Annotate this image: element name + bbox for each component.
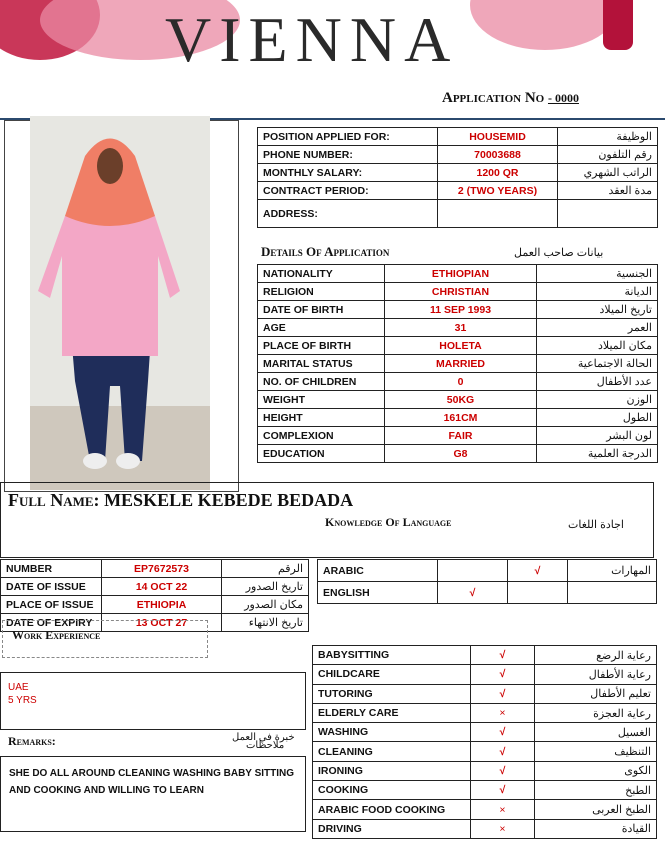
skill-label: COOKING (313, 781, 471, 800)
skill-mark: √ (471, 665, 535, 684)
table-row (313, 819, 657, 838)
skill-label: ELDERLY CARE (313, 703, 471, 722)
work-country: UAE (8, 682, 29, 693)
remarks-text: SHE DO ALL AROUND CLEANING WASHING BABY SITTING AND COOKING AND WILLING TO LEARN (0, 756, 306, 832)
field-label: NO. OF CHILDREN (258, 373, 385, 391)
table-row (258, 409, 658, 427)
language-mark: √ (508, 560, 568, 582)
skill-label-ar: تعليم الأطفال (535, 684, 657, 703)
empty-cell (568, 582, 657, 604)
table-row (1, 560, 309, 578)
field-value: 13 OCT 27 (102, 614, 222, 632)
table-row (258, 355, 658, 373)
table-row (258, 301, 658, 319)
table-row (318, 582, 657, 604)
details-table (257, 264, 658, 463)
skill-label-ar: الطبخ العربى (535, 800, 657, 819)
table-row (258, 373, 658, 391)
field-value: HOUSEMID (438, 128, 558, 146)
field-label: WEIGHT (258, 391, 385, 409)
full-name-label: Full Name: (8, 490, 100, 510)
skill-label-ar: رعاية الأطفال (535, 665, 657, 684)
table-row (313, 723, 657, 742)
table-row (258, 445, 658, 463)
field-label: DATE OF ISSUE (1, 578, 102, 596)
table-row (313, 761, 657, 780)
skill-mark: √ (471, 684, 535, 703)
field-label-ar: تاريخ الميلاد (537, 301, 658, 319)
table-row (258, 146, 658, 164)
field-value: 14 OCT 22 (102, 578, 222, 596)
skill-label-ar: التنظيف (535, 742, 657, 761)
table-row (258, 391, 658, 409)
skill-mark: √ (471, 781, 535, 800)
table-row (318, 560, 657, 582)
field-label-ar: عدد الأطفال (537, 373, 658, 391)
field-label: CONTRACT PERIOD: (258, 182, 438, 200)
table-row (258, 337, 658, 355)
skill-label: WASHING (313, 723, 471, 742)
field-label-ar: الرقم (222, 560, 309, 578)
table-row (313, 800, 657, 819)
table-row (313, 646, 657, 665)
field-value: 1200 QR (438, 164, 558, 182)
work-experience-title: Work Experience (12, 628, 101, 642)
field-label: PHONE NUMBER: (258, 146, 438, 164)
work-years: 5 YRS (8, 695, 37, 706)
field-value: 161CM (385, 409, 537, 427)
details-title: Details Of Application (261, 244, 390, 259)
skill-label: CHILDCARE (313, 665, 471, 684)
work-experience-content (0, 672, 306, 730)
field-label-ar: الديانة (537, 283, 658, 301)
field-label-ar: مكان الميلاد (537, 337, 658, 355)
field-label-ar: الراتب الشهري (558, 164, 658, 182)
table-row (1, 578, 309, 596)
skill-label-ar: رعاية الرضع (535, 646, 657, 665)
applicant-photo (30, 116, 210, 490)
table-row (258, 265, 658, 283)
skill-mark: √ (471, 646, 535, 665)
field-label: PLACE OF ISSUE (1, 596, 102, 614)
application-number (442, 90, 579, 107)
field-value: G8 (385, 445, 537, 463)
field-value: HOLETA (385, 337, 537, 355)
field-value: 0 (385, 373, 537, 391)
field-label-ar: مدة العقد (558, 182, 658, 200)
table-row (313, 742, 657, 761)
table-row (313, 781, 657, 800)
field-value: ETHIOPIA (102, 596, 222, 614)
banner-decoration (470, 0, 620, 50)
field-label: DATE OF BIRTH (258, 301, 385, 319)
table-row (313, 665, 657, 684)
table-row (258, 128, 658, 146)
skill-mark: √ (471, 761, 535, 780)
job-info-table (257, 127, 658, 228)
field-label: COMPLEXION (258, 427, 385, 445)
field-label: HEIGHT (258, 409, 385, 427)
field-label: EDUCATION (258, 445, 385, 463)
skills-table (312, 645, 657, 839)
field-value (438, 200, 558, 228)
skill-label-ar: رعاية العجزة (535, 703, 657, 722)
field-label: MARITAL STATUS (258, 355, 385, 373)
field-value: 50KG (385, 391, 537, 409)
field-value: EP7672573 (102, 560, 222, 578)
table-row (258, 200, 658, 228)
field-label-ar: رقم التلفون (558, 146, 658, 164)
skill-label: DRIVING (313, 819, 471, 838)
field-value: ETHIOPIAN (385, 265, 537, 283)
skill-mark: × (471, 819, 535, 838)
field-label-ar: الوزن (537, 391, 658, 409)
field-value: 70003688 (438, 146, 558, 164)
field-label: RELIGION (258, 283, 385, 301)
field-label: POSITION APPLIED FOR: (258, 128, 438, 146)
details-title-ar: بيانات صاحب العمل (514, 247, 604, 259)
field-label: AGE (258, 319, 385, 337)
language-title: Knowledge Of Language (325, 515, 452, 529)
language-label: ARABIC (318, 560, 438, 582)
field-label-ar: تاريخ الانتهاء (222, 614, 309, 632)
field-value: FAIR (385, 427, 537, 445)
full-name (8, 490, 353, 511)
skill-mark: √ (471, 723, 535, 742)
field-label-ar: العمر (537, 319, 658, 337)
remarks-title-ar: ملاحظات (246, 740, 285, 751)
field-label: MONTHLY SALARY: (258, 164, 438, 182)
field-label-ar: الوظيفة (558, 128, 658, 146)
full-name-value: MESKELE KEBEDE BEDADA (104, 490, 354, 510)
skill-label: IRONING (313, 761, 471, 780)
language-mark (508, 582, 568, 604)
table-row (258, 164, 658, 182)
field-label-ar: الجنسية (537, 265, 658, 283)
remarks-title: Remarks: (8, 734, 56, 748)
application-label: Application No (442, 90, 545, 106)
field-label-ar: الدرجة العلمية (537, 445, 658, 463)
header-banner (0, 0, 665, 72)
skill-label-ar: الغسيل (535, 723, 657, 742)
field-label-ar: الطول (537, 409, 658, 427)
banner-decoration (603, 0, 633, 50)
skill-mark: × (471, 703, 535, 722)
skill-label: BABYSITTING (313, 646, 471, 665)
language-table (317, 559, 657, 604)
table-row (1, 596, 309, 614)
field-label-ar: لون البشر (537, 427, 658, 445)
skills-label-ar: المهارات (568, 560, 657, 582)
skill-label-ar: الطبخ (535, 781, 657, 800)
table-row (313, 684, 657, 703)
skill-mark: √ (471, 742, 535, 761)
field-value: CHRISTIAN (385, 283, 537, 301)
table-row (258, 427, 658, 445)
brand-logo: VIENNA (165, 4, 459, 72)
field-label-ar: مكان الصدور (222, 596, 309, 614)
field-value: 11 SEP 1993 (385, 301, 537, 319)
field-label: PLACE OF BIRTH (258, 337, 385, 355)
skill-mark: × (471, 800, 535, 819)
work-experience-title-ar: خبرة في العمل (232, 732, 295, 743)
table-row (313, 703, 657, 722)
field-label-ar: تاريخ الصدور (222, 578, 309, 596)
table-row (258, 319, 658, 337)
field-label-ar (558, 200, 658, 228)
skill-label: CLEANING (313, 742, 471, 761)
skill-label: ARABIC FOOD COOKING (313, 800, 471, 819)
table-row (258, 182, 658, 200)
language-mark (438, 560, 508, 582)
field-label: DATE OF EXPIRY (1, 614, 102, 632)
table-row (258, 283, 658, 301)
skill-label-ar: الكوى (535, 761, 657, 780)
skill-label: TUTORING (313, 684, 471, 703)
field-value: 2 (TWO YEARS) (438, 182, 558, 200)
field-value: 31 (385, 319, 537, 337)
field-value: MARRIED (385, 355, 537, 373)
language-title-ar: اجادة اللغات (568, 519, 624, 531)
language-mark: √ (438, 582, 508, 604)
application-number-value: - 0000 (547, 91, 579, 105)
language-label: ENGLISH (318, 582, 438, 604)
field-label: NATIONALITY (258, 265, 385, 283)
field-label-ar: الحالة الاجتماعية (537, 355, 658, 373)
skill-label-ar: القيادة (535, 819, 657, 838)
field-label: NUMBER (1, 560, 102, 578)
field-label: ADDRESS: (258, 200, 438, 228)
